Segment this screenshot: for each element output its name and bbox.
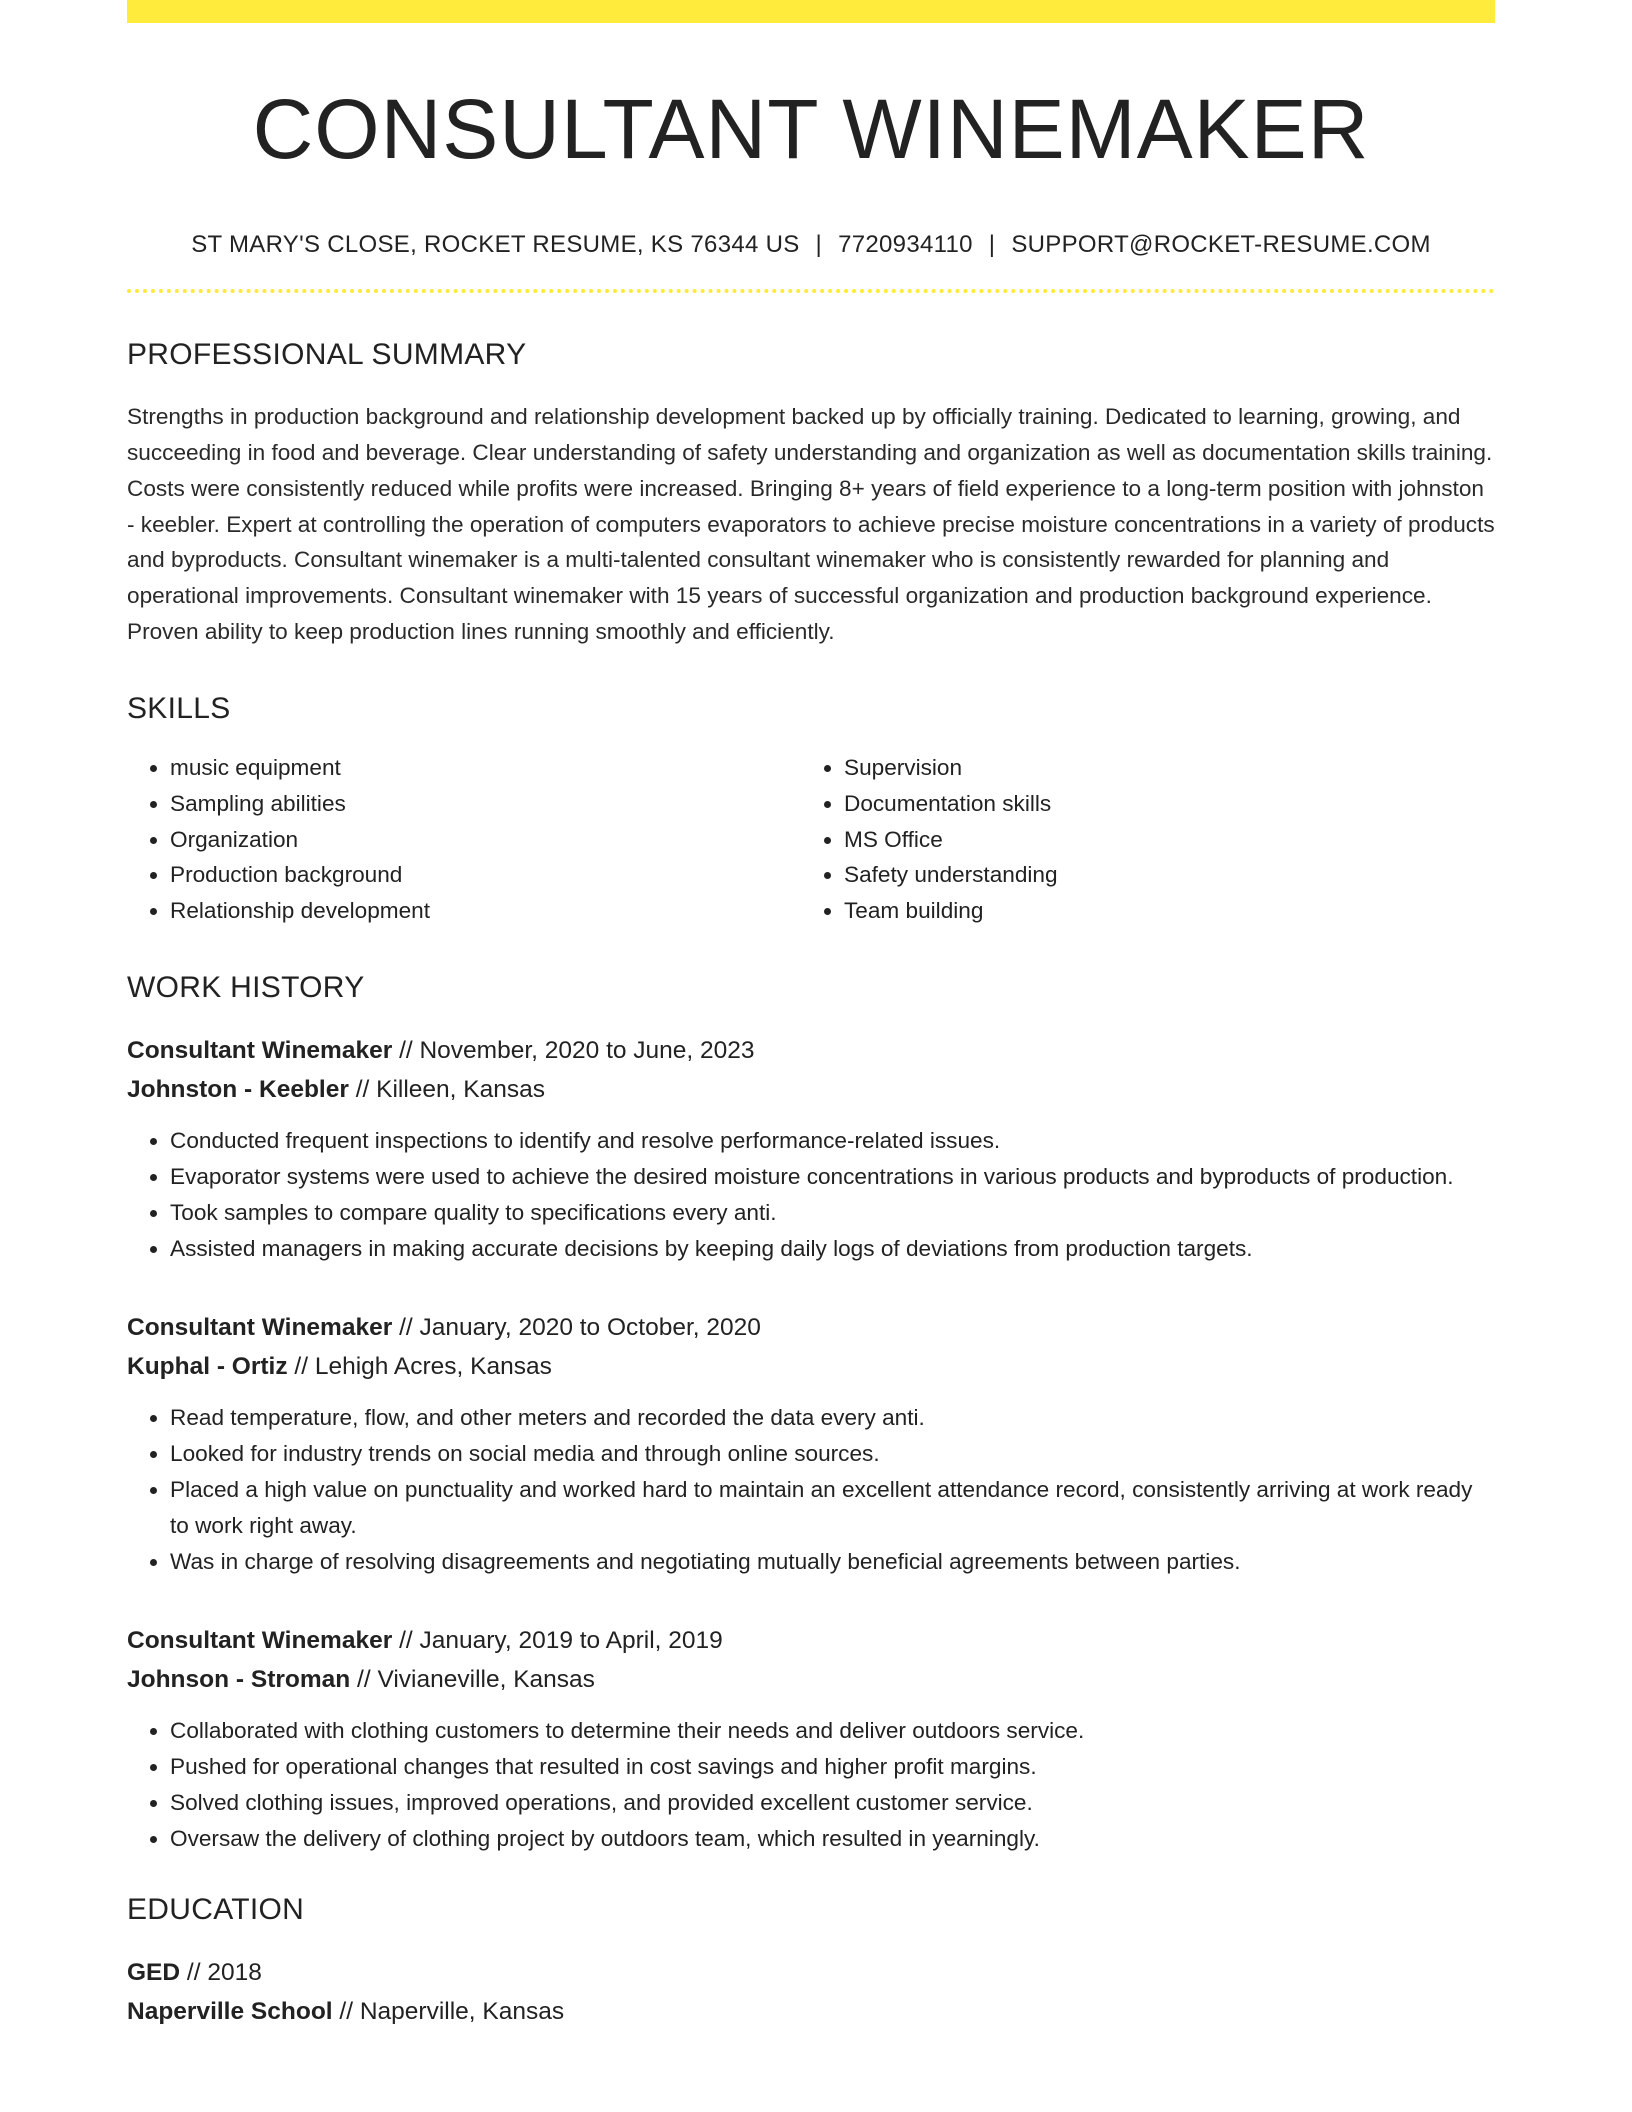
skill-item: • Relationship development: [170, 893, 801, 929]
job-bullets: [127, 1400, 1495, 1579]
education-degree: GED: [127, 1958, 181, 1986]
job-bullet: • Collaborated with clothing customers to determine their needs and deliver outdoors service.: [170, 1713, 1495, 1749]
job-company: Johnston - Keebler: [127, 1076, 349, 1104]
job-dates: // January, 2019 to April, 2019: [399, 1627, 723, 1655]
job-location: // Lehigh Acres, Kansas: [294, 1353, 552, 1381]
job-bullet: • Pushed for operational changes that resulted in cost savings and higher profit margins.: [170, 1749, 1495, 1785]
contact-separator: |: [988, 231, 996, 259]
skill-item: • Sampling abilities: [170, 786, 801, 822]
job-location: // Vivianeville, Kansas: [357, 1666, 595, 1694]
job-company-line: [127, 1660, 1495, 1699]
job-bullet: • Conducted frequent inspections to identify and resolve performance-related issues.: [170, 1123, 1495, 1159]
contact-phone: 7720934110: [838, 231, 973, 259]
job-bullet: • Oversaw the delivery of clothing project by outdoors team, which resulted in yearningly.: [170, 1821, 1495, 1857]
education-year: // 2018: [186, 1958, 262, 1986]
job-title: Consultant Winemaker: [127, 1627, 393, 1655]
accent-top-bar: [127, 0, 1495, 23]
job-title-line: [127, 1621, 1495, 1660]
job-bullets: [127, 1713, 1495, 1856]
skills-column-right: [801, 750, 1475, 930]
skill-item: • Documentation skills: [844, 786, 1475, 822]
contact-line: [127, 231, 1495, 259]
job-dates: // November, 2020 to June, 2023: [399, 1037, 755, 1065]
job-location: // Killeen, Kansas: [355, 1076, 546, 1104]
job-title-line: [127, 1308, 1495, 1347]
skill-item: • music equipment: [170, 750, 801, 786]
job-dates: // January, 2020 to October, 2020: [399, 1314, 761, 1342]
contact-email: SUPPORT@ROCKET-RESUME.COM: [1011, 231, 1431, 259]
skill-item: • Team building: [844, 893, 1475, 929]
work-heading: WORK HISTORY: [127, 971, 365, 1005]
resume-page: [127, 0, 1495, 2032]
job-entry: [127, 1621, 1495, 1856]
job-bullet: • Was in charge of resolving disagreements and negotiating mutually beneficial agreements between parties.: [170, 1544, 1495, 1580]
job-company-line: [127, 1070, 1495, 1109]
job-title: Consultant Winemaker: [127, 1314, 393, 1342]
job-bullet: • Solved clothing issues, improved operations, and provided excellent customer service.: [170, 1785, 1495, 1821]
job-entry: [127, 1031, 1495, 1266]
summary-heading: PROFESSIONAL SUMMARY: [127, 338, 527, 372]
summary-text: Strengths in production background and relationship development backed up by officially training. Dedicated to learning, growing, and succeeding in food and beverage. Clear understanding of safety understanding and organization as well as documentation skills training. Costs were consistently reduced while profits were increased. Bringing 8+ years of field experience to a long-term position with johnston - keebler. Expert at controlling the operation of computers evaporators to achieve precise moisture concentrations in a variety of products and byproducts. Consultant winemaker is a multi-talented consultant winemaker who is consistently rewarded for planning and operational improvements. Consultant winemaker with 15 years of successful organization and production background experience. Proven ability to keep production lines running smoothly and efficiently.: [127, 404, 1495, 644]
skill-item: • Supervision: [844, 750, 1475, 786]
job-company: Johnson - Stroman: [127, 1666, 351, 1694]
skill-item: • Safety understanding: [844, 857, 1475, 893]
education-heading: EDUCATION: [127, 1892, 305, 1926]
job-bullet: • Placed a high value on punctuality and worked hard to maintain an excellent attendance record, consistently arriving at work ready to work right away.: [170, 1472, 1495, 1544]
job-title: Consultant Winemaker: [127, 1037, 393, 1065]
skill-item: • MS Office: [844, 822, 1475, 858]
job-company-line: [127, 1347, 1495, 1386]
skills-heading: SKILLS: [127, 691, 231, 725]
education-entry: [127, 1953, 1495, 2032]
job-bullet: • Read temperature, flow, and other meters and recorded the data every anti.: [170, 1400, 1495, 1436]
job-entry: [127, 1308, 1495, 1579]
education-location: // Naperville, Kansas: [339, 1998, 565, 2026]
skills-list: [127, 750, 1495, 930]
job-bullet: • Looked for industry trends on social media and through online sources.: [170, 1436, 1495, 1472]
education-degree-line: [127, 1953, 1495, 1993]
job-title-line: [127, 1031, 1495, 1070]
job-company: Kuphal - Ortiz: [127, 1353, 288, 1381]
job-bullet: • Assisted managers in making accurate decisions by keeping daily logs of deviations from production targets.: [170, 1231, 1495, 1267]
job-bullet: • Took samples to compare quality to specifications every anti.: [170, 1195, 1495, 1231]
job-bullet: • Evaporator systems were used to achieve the desired moisture concentrations in various products and byproducts of production.: [170, 1159, 1495, 1195]
education-school: Naperville School: [127, 1998, 333, 2026]
skill-item: • Organization: [170, 822, 801, 858]
dotted-divider: [127, 289, 1495, 293]
skills-column-left: [127, 750, 801, 930]
skill-item: • Production background: [170, 857, 801, 893]
resume-name: CONSULTANT WINEMAKER: [252, 82, 1370, 176]
job-bullets: [127, 1123, 1495, 1266]
education-school-line: [127, 1992, 1495, 2032]
contact-address: ST MARY'S CLOSE, ROCKET RESUME, KS 76344 US: [191, 231, 800, 259]
contact-separator: |: [815, 231, 823, 259]
